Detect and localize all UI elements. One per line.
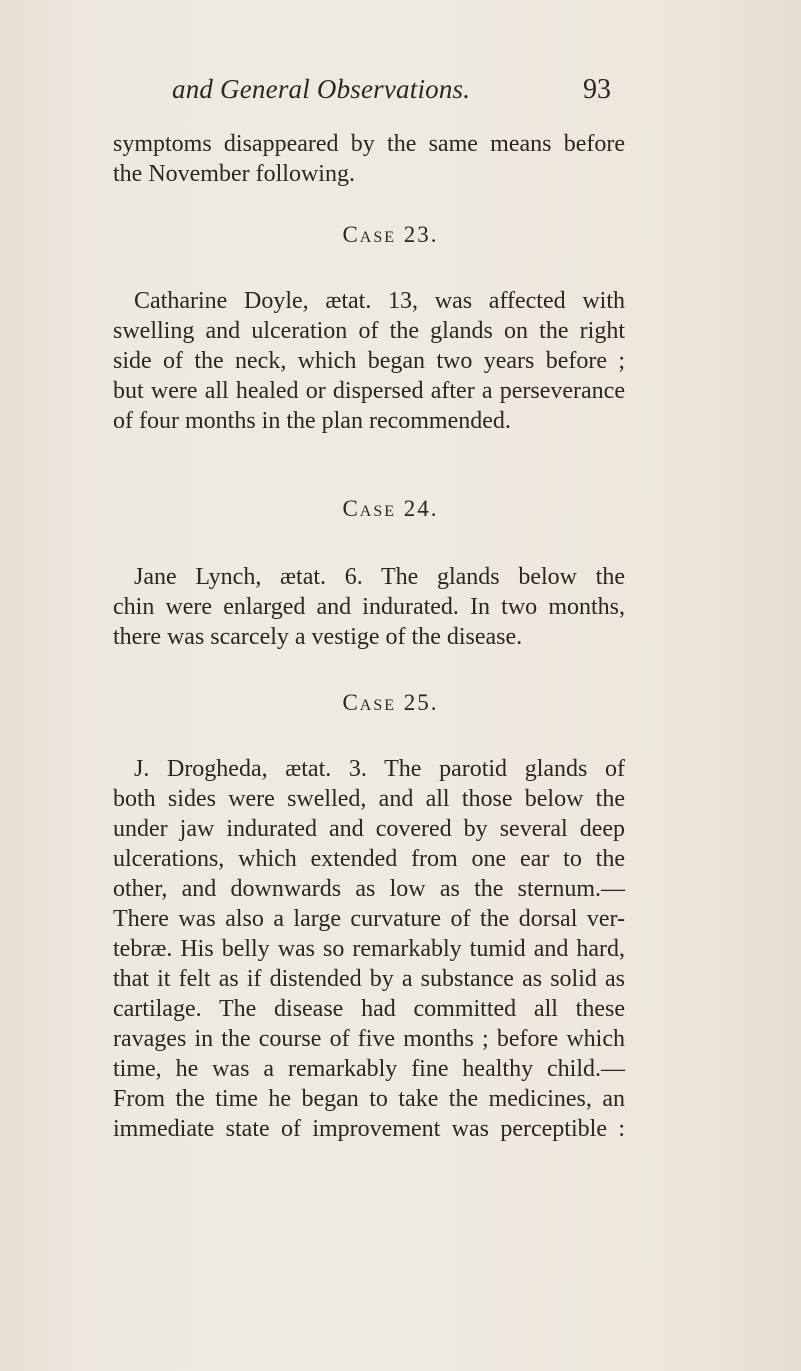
text-line: symptoms disappeared by the same means before <box>113 131 625 157</box>
text-line: the November following. <box>113 161 355 187</box>
case-23-heading: Case 23. <box>342 222 439 247</box>
text-line: that it felt as if distended by a substance as solid as <box>113 966 625 992</box>
text-line: ulcerations, which extended from one ear to the <box>113 846 625 872</box>
text-line: There was also a large curvature of the dorsal ver- <box>113 906 625 932</box>
page-number: 93 <box>583 74 611 105</box>
text-line: swelling and ulceration of the glands on the right <box>113 318 625 344</box>
text-line: chin were enlarged and indurated. In two months, <box>113 594 625 620</box>
text-line: time, he was a remarkably fine healthy child.— <box>113 1056 625 1082</box>
text-line: cartilage. The disease had committed all these <box>113 996 625 1022</box>
running-head-title: and General Observations. <box>172 74 471 104</box>
text-line: From the time he began to take the medicines, an <box>113 1086 625 1112</box>
text-line: under jaw indurated and covered by several deep <box>113 816 625 842</box>
text-line: other, and downwards as low as the sternum.— <box>113 876 625 902</box>
text-line: of four months in the plan recommended. <box>113 408 511 434</box>
case-24-heading: Case 24. <box>342 496 439 521</box>
text-line: J. Drogheda, ætat. 3. The parotid glands of <box>134 756 625 782</box>
text-line: both sides were swelled, and all those below the <box>113 786 625 812</box>
text-line: tebræ. His belly was so remarkably tumid and hard, <box>113 936 625 962</box>
text-line: ravages in the course of five months ; before which <box>113 1026 625 1052</box>
case-25-heading: Case 25. <box>342 690 439 715</box>
text-line: side of the neck, which began two years before ; <box>113 348 625 374</box>
text-line: but were all healed or dispersed after a perseverance <box>113 378 625 404</box>
text-line: immediate state of improvement was perceptible : <box>113 1116 625 1142</box>
text-line: there was scarcely a vestige of the disease. <box>113 624 523 650</box>
text-line: Jane Lynch, ætat. 6. The glands below the <box>134 564 625 590</box>
running-head <box>0 74 801 114</box>
text-line: Catharine Doyle, ætat. 13, was affected with <box>134 288 625 314</box>
